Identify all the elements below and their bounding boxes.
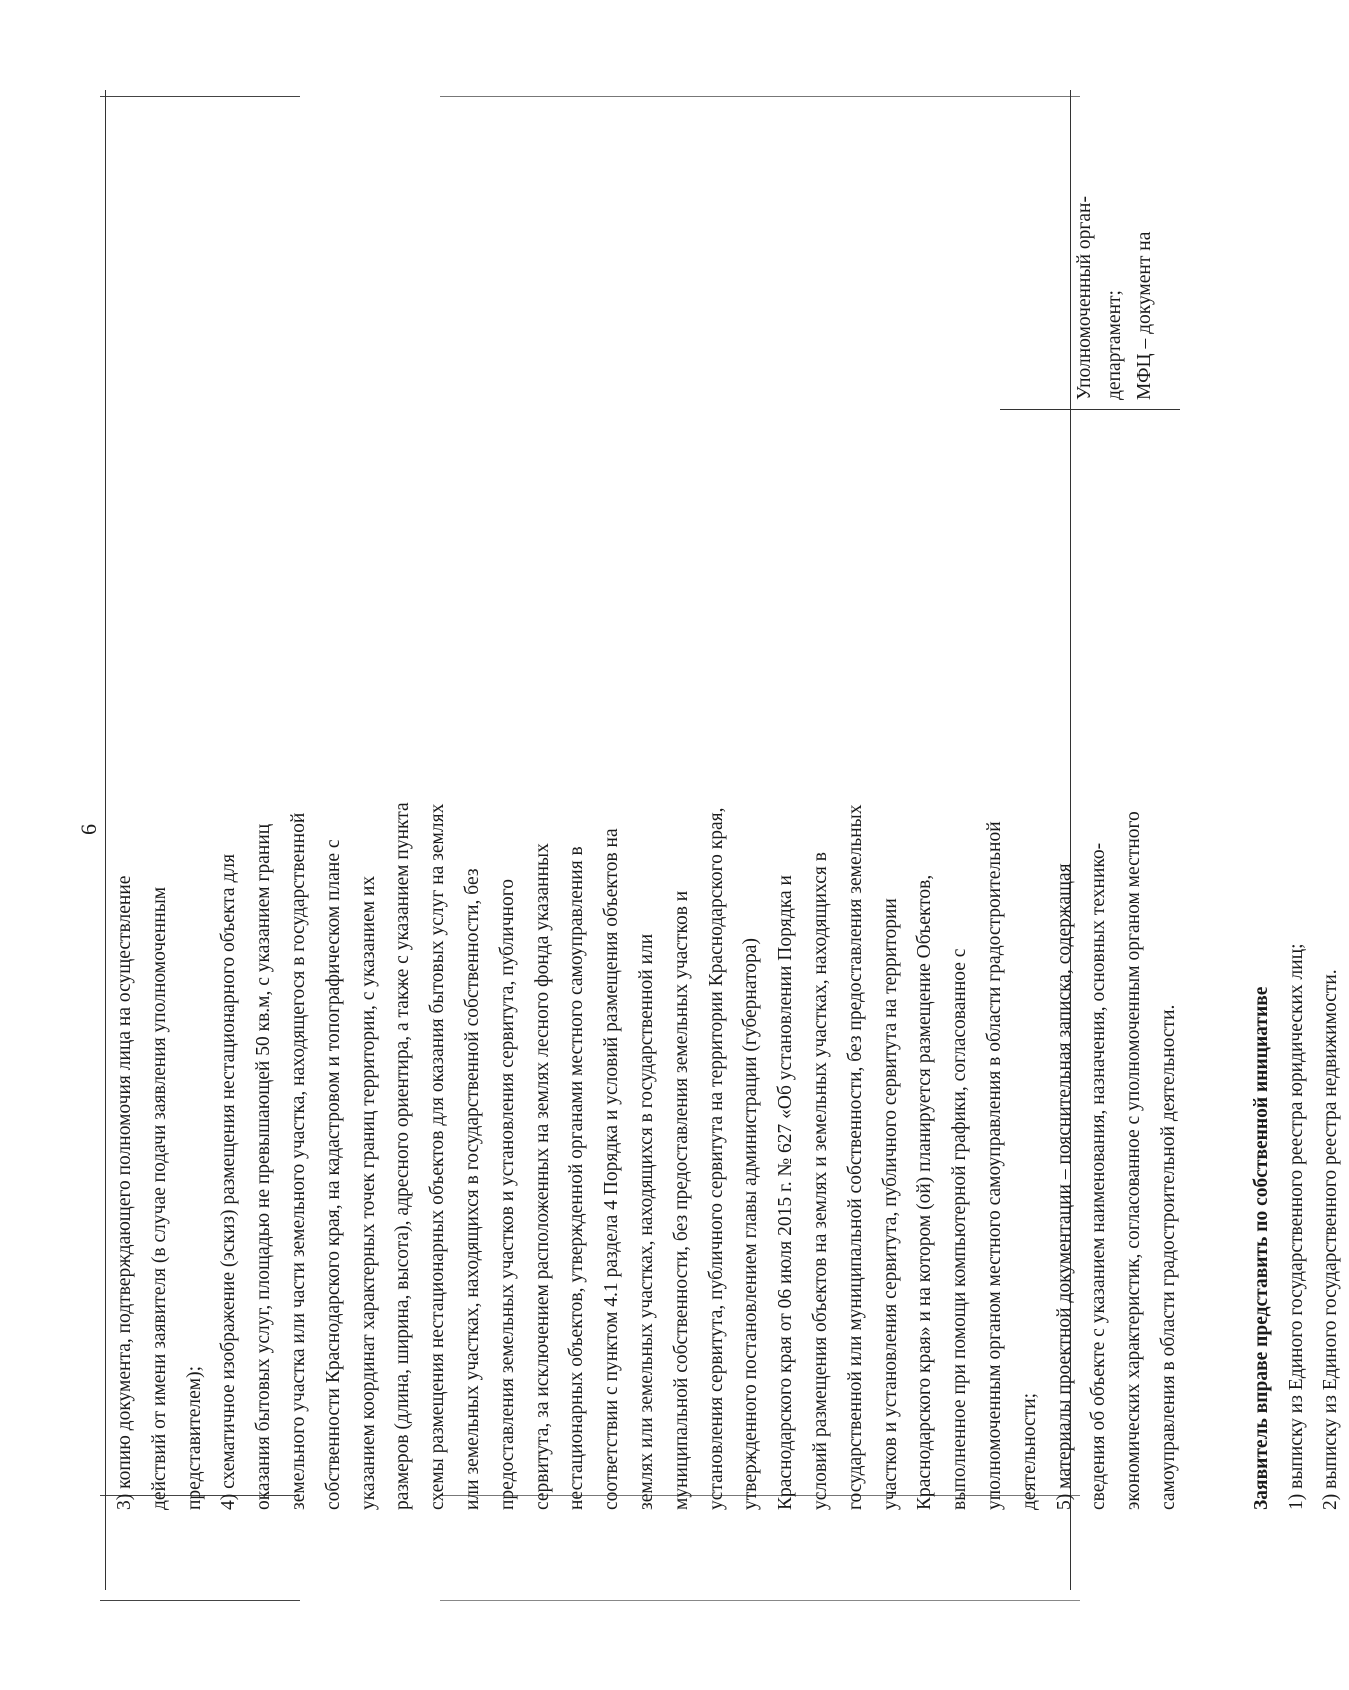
document-paragraphs [108,110,1187,1510]
table-top-border [105,90,106,1590]
text-line: размеров (длина, ширина, высота), адресного ориентира, а также с указанием пункта [392,802,414,1510]
right-text-line: департамент; [1104,290,1125,400]
text-line: государственной или муниципальной собственности, без предоставления земельных [844,804,866,1510]
text-line: участков и установления сервитута, публичного сервитута на территории [879,898,901,1510]
text-line: 5) материалы проектной документации – пояснительная записка, содержащая [1053,863,1075,1510]
text-line: 3) копию документа, подтверждающего полномочия лица на осуществление [114,875,135,1510]
document-body [108,110,1349,1510]
text-line: земельного участка или части земельного участка, находящегося в государственной [287,812,309,1510]
page-number: 6 [76,824,101,835]
text-line: землях или земельных участках, находящихся в государственной или [635,933,657,1510]
section-heading: Заявитель вправе представить по собственной инициативе [1250,986,1272,1510]
text-line: 1) выписку из Единого государственного реестра юридических лиц; [1285,943,1307,1510]
right-column-cell [1070,20,1160,400]
text-line: деятельности; [1018,1392,1040,1510]
text-line: действий от имени заявителя (в случае подачи заявления уполномоченным [148,886,170,1510]
text-line: сервитута, за исключением расположенных на землях лесного фонда указанных [531,843,553,1510]
right-text-line: Уполномоченный орган- [1074,196,1095,400]
text-line: условий размещения объектов на землях и земельных участках, находящихся в [809,852,831,1510]
text-line: 4) схематичное изображение (эскиз) размещения нестационарного объекта для [218,853,240,1510]
text-line: Краснодарского края от 06 июля 2015 г. № 627 «Об установлении Порядка и [775,875,797,1510]
text-line: или земельных участках, находящихся в государственной собственности, без [461,868,483,1510]
text-line: самоуправления в области градостроительной деятельности. [1157,1004,1179,1510]
text-line: собственности Краснодарского края, на кадастровом и топографическом плане с [322,839,344,1510]
text-line: 2) выписку из Единого государственного реестра недвижимости. [1320,969,1342,1510]
text-line: схемы размещения нестационарных объектов для оказания бытовых услуг на землях [427,803,449,1510]
text-line: предоставления земельных участков и установления сервитута, публичного [496,879,518,1510]
text-line: утвержденного постановлением главы администрации (губернатора) [740,938,762,1510]
right-text-line: МФЦ – документ на [1134,231,1155,400]
text-line: выполненное при помощи компьютерной графики, согласованное с [949,948,971,1510]
text-line: муниципальной собственности, без предоставления земельных участков и [670,890,692,1510]
text-line: представителем); [183,1365,205,1510]
text-line: установления сервитута, публичного сервитута на территории Краснодарского края, [705,807,727,1510]
text-line: уполномоченным органом местного самоуправления в области градостроительной [983,821,1005,1510]
text-line: оказания бытовых услуг, площадью не превышающей 50 кв.м, с указанием границ [253,823,275,1510]
text-line: указанием координат характерных точек границ территории, с указанием их [357,875,379,1510]
text-line: сведения об объекте с указанием наименования, назначения, основных технико- [1088,842,1110,1510]
text-line: нестационарных объектов, утвержденной органами местного самоуправления в [566,846,588,1510]
text-line: соответствии с пунктом 4.1 раздела 4 Порядка и условий размещения объектов на [601,828,623,1510]
text-line: Краснодарского края» и на котором (ой) планируется размещение Объектов, [914,874,936,1510]
text-line: экономических характеристик, согласованное с уполномоченным органом местного [1123,811,1145,1510]
